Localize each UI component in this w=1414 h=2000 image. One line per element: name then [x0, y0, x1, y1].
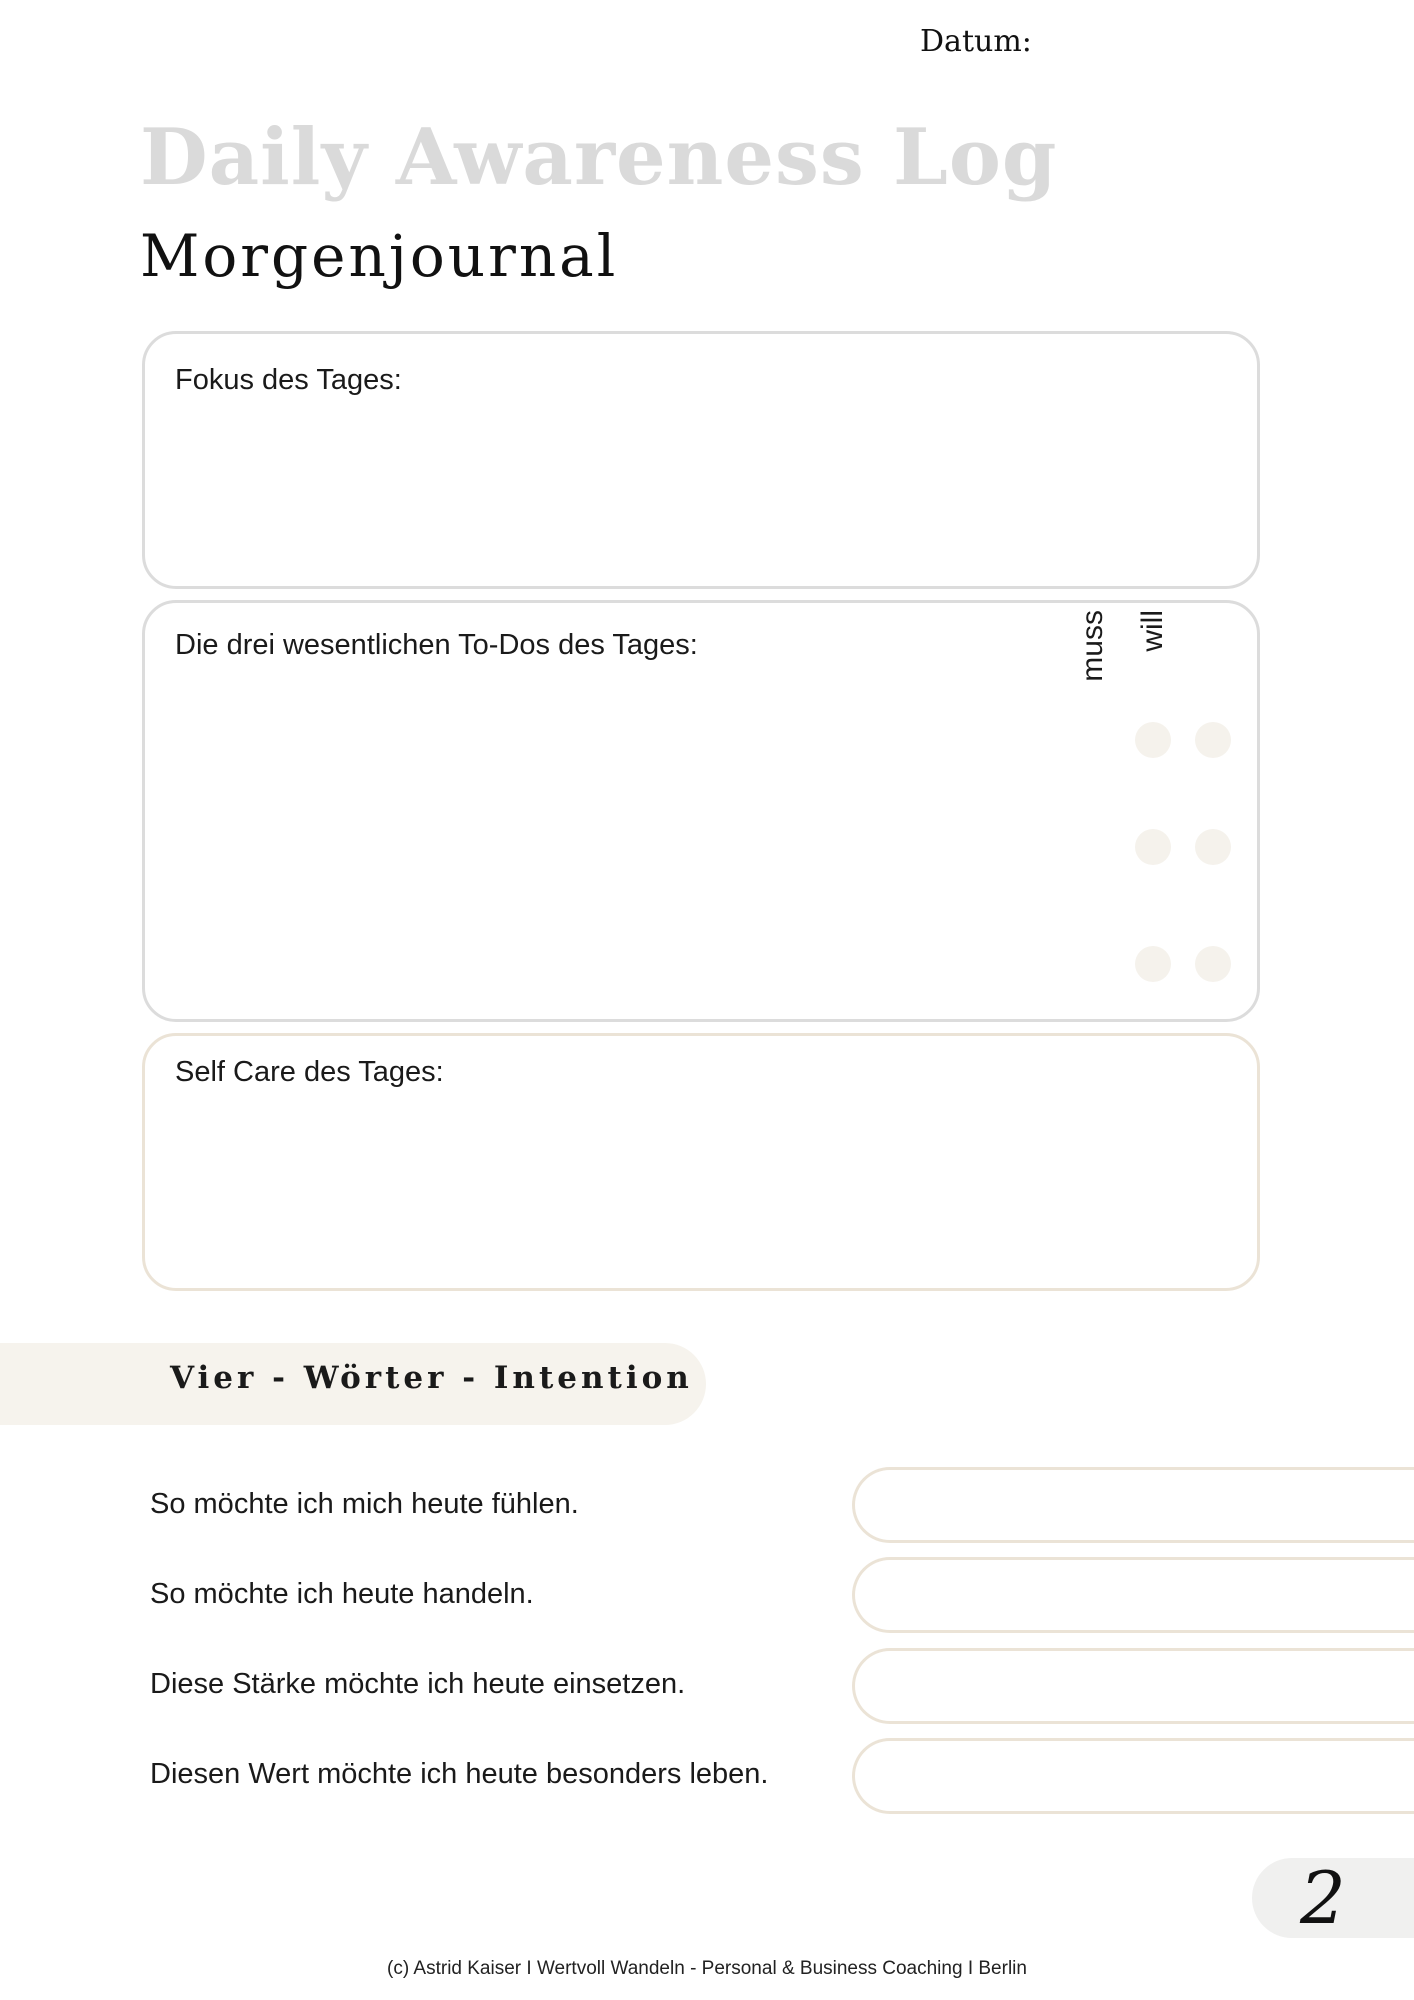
selfcare-label: Self Care des Tages:	[175, 1056, 444, 1088]
intention-prompt-value: Diesen Wert möchte ich heute besonders leben.	[150, 1758, 769, 1790]
intention-input-value[interactable]	[852, 1738, 1414, 1814]
intention-input-strength[interactable]	[852, 1648, 1414, 1724]
intention-input-feel[interactable]	[852, 1467, 1414, 1543]
date-label: Datum:	[920, 24, 1032, 59]
todo-3-will-checkbox[interactable]	[1195, 946, 1231, 982]
focus-box[interactable]	[142, 331, 1260, 589]
intention-heading: Vier - Wörter - Intention	[170, 1360, 693, 1396]
todo-1-muss-checkbox[interactable]	[1135, 722, 1171, 758]
intention-input-act[interactable]	[852, 1557, 1414, 1633]
column-will-label: will	[1136, 610, 1169, 652]
footer-copyright: (c) Astrid Kaiser I Wertvoll Wandeln - Personal & Business Coaching I Berlin	[387, 1958, 1027, 1979]
focus-label: Fokus des Tages:	[175, 364, 402, 396]
selfcare-box[interactable]	[142, 1033, 1260, 1291]
page-title: Daily Awareness Log	[140, 112, 1058, 203]
todo-2-will-checkbox[interactable]	[1195, 829, 1231, 865]
intention-prompt-feel: So möchte ich mich heute fühlen.	[150, 1488, 579, 1520]
column-muss-label: muss	[1076, 610, 1109, 682]
intention-prompt-act: So möchte ich heute handeln.	[150, 1578, 534, 1610]
page-subtitle: Morgenjournal	[140, 222, 619, 290]
todo-2-muss-checkbox[interactable]	[1135, 829, 1171, 865]
intention-prompt-strength: Diese Stärke möchte ich heute einsetzen.	[150, 1668, 686, 1700]
todos-label: Die drei wesentlichen To-Dos des Tages:	[175, 629, 698, 661]
page-number: 2	[1300, 1856, 1346, 1940]
todo-3-muss-checkbox[interactable]	[1135, 946, 1171, 982]
todos-box[interactable]	[142, 600, 1260, 1022]
todo-1-will-checkbox[interactable]	[1195, 722, 1231, 758]
